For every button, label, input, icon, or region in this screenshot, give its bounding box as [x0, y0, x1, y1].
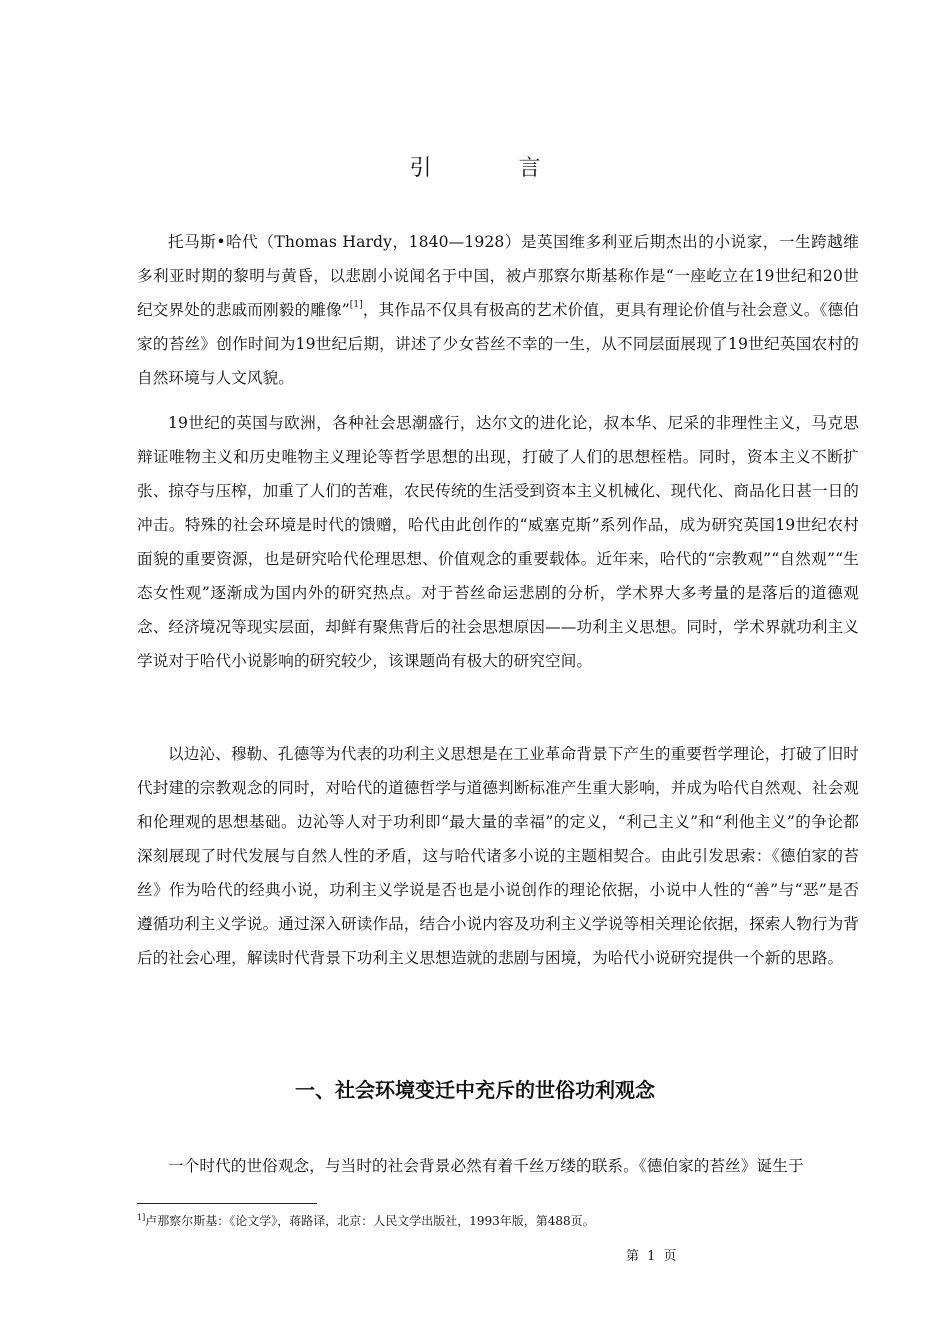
page-number: 第 1 页	[626, 1249, 679, 1264]
footnote-marker: 1]	[137, 1213, 146, 1222]
citation-ref-1[interactable]: [1]	[349, 300, 363, 310]
section-1-paragraph-1: 一个时代的世俗观念，与当时的社会背景必然有着千丝万缕的联系。《德伯家的苔丝》诞生于	[168, 1157, 804, 1175]
intro-paragraph-1-text-b: ，其作品不仅具有极高的艺术价值，更具有理论价值与社会意义。《德伯家的苔丝》创作时间为19世纪后期，讲述了少女苔丝不幸的一生，从不同层面展现了19世纪英国农村的自然环境与人文风貌。	[137, 301, 859, 387]
intro-paragraph-2: 19世纪的英国与欧洲，各种社会思潮盛行，达尔文的进化论，叔本华、尼采的非理性主义，马克思辩证唯物主义和历史唯物主义理论等哲学思想的出现，打破了人们的思想桎梏。同时，资本主义不断扩张、掠夺与压榨，加重了人们的苦难，农民传统的生活受到资本主义机械化、现代化、商品化日甚一日的冲击。特殊的社会环境是时代的馈赠，哈代由此创作的“威塞克斯”系列作品，成为研究英国19世纪农村面貌的重要资源，也是研究哈代伦理思想、价值观念的重要载体。近年来，哈代的“宗教观”“自然观”“生态女性观”逐渐成为国内外的研究热点。对于苔丝命运悲剧的分析，学术界大多考量的是落后的道德观念、经济境况等现实层面，却鲜有聚焦背后的社会思想原因——功利主义思想。同时，学术界就功利主义学说对于哈代小说影响的研究较少，该课题尚有极大的研究空间。	[137, 414, 859, 670]
intro-paragraph-1	[137, 225, 859, 395]
footnote	[137, 1212, 877, 1230]
footnote-divider	[137, 1203, 317, 1204]
page-title: 引 言	[409, 156, 581, 181]
intro-paragraph-3: 以边沁、穆勒、孔德等为代表的功利主义思想是在工业革命背景下产生的重要哲学理论，打破了旧时代封建的宗教观念的同时，对哈代的道德哲学与道德判断标准产生重大影响，并成为哈代自然观、社会观和伦理观的思想基础。边沁等人对于功利即“最大量的幸福”的定义，“利己主义”和“利他主义”的争论都深刻展现了时代发展与自然人性的矛盾，这与哈代诸多小说的主题相契合。由此引发思索：《德伯家的苔丝》作为哈代的经典小说，功利主义学说是否也是小说创作的理论依据，小说中人性的“善”与“恶”是否遵循功利主义学说。通过深入研读作品，结合小说内容及功利主义学说等相关理论依据，探索人物行为背后的社会心理，解读时代背景下功利主义思想造就的悲剧与困境，为哈代小说研究提供一个新的思路。	[137, 745, 859, 967]
footnote-text: 卢那察尔斯基：《论文学》，蒋路译，北京：人民文学出版社，1993年版，第488页。	[145, 1214, 595, 1228]
section-heading-1: 一、社会环境变迁中充斥的世俗功利观念	[295, 1078, 655, 1102]
intro-paragraph-1-text-a: 托马斯•哈代（Thomas Hardy，1840—1928）是英国维多利亚后期杰出的小说家，一生跨越维多利亚时期的黎明与黄昏，以悲剧小说闻名于中国，被卢那察尔斯基称作是“一座屹立在19世纪和20世纪交界处的悲戚而刚毅的雕像”	[137, 233, 859, 319]
